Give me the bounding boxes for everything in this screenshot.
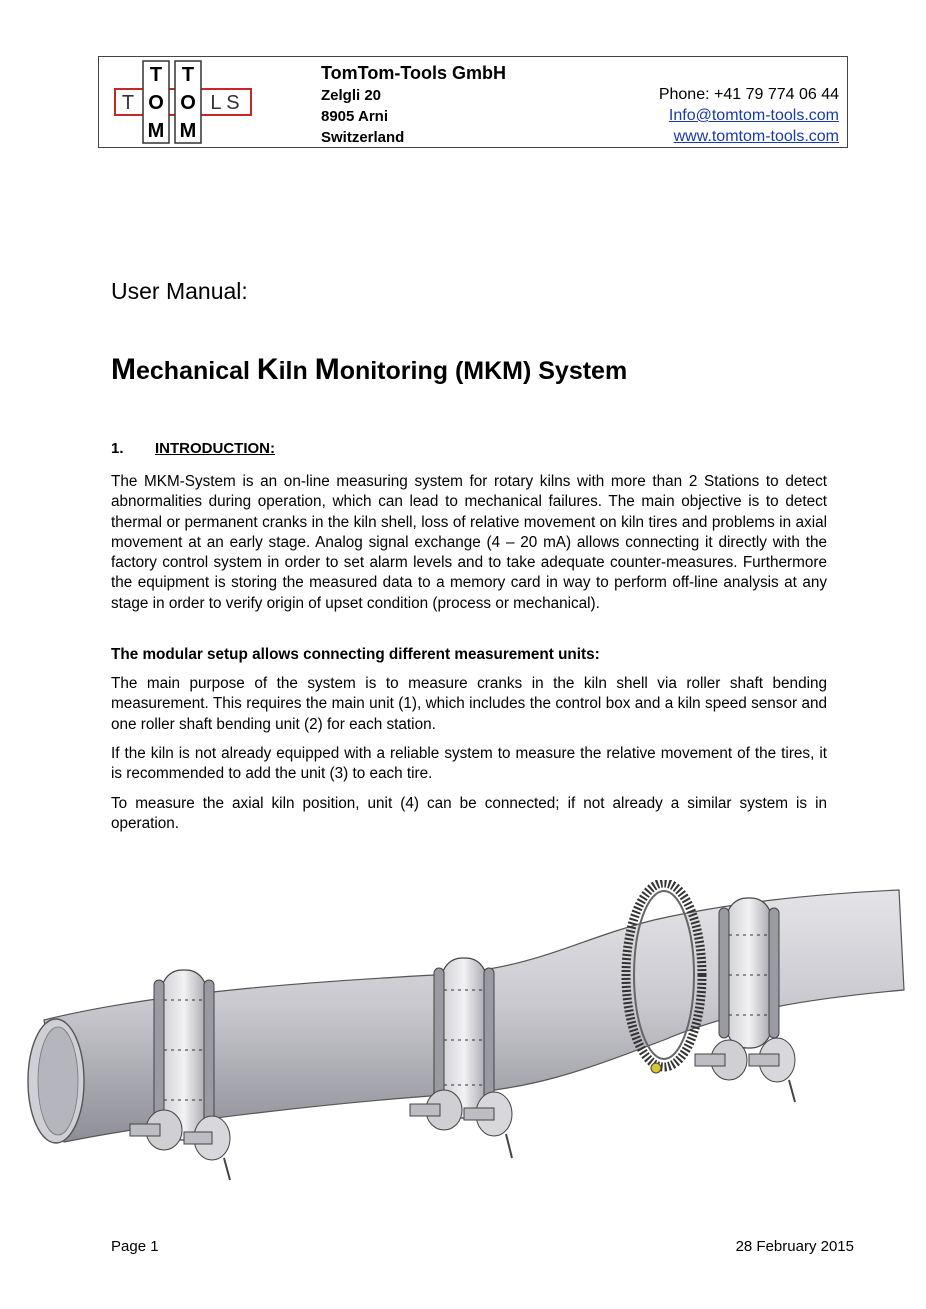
logo-letter: M [179, 120, 197, 142]
title-word: echanical [136, 357, 257, 385]
address-city: 8905 Arni [321, 108, 388, 125]
title-initial: M [314, 353, 340, 386]
modular-heading: The modular setup allows connecting different measurement units: [111, 646, 600, 663]
logo-letter: O [148, 92, 164, 114]
title-word: iln [278, 357, 315, 385]
address-country: Switzerland [321, 129, 405, 146]
letterhead [98, 56, 848, 148]
axial-paragraph: To measure the axial kiln position, unit (4) can be connected; if not already a similar system is in operation. [111, 795, 827, 833]
section-title: INTRODUCTION: [155, 440, 275, 457]
title-initial: M [111, 353, 136, 386]
intro-paragraph: The MKM-System is an on-line measuring system for rotary kilns with more than 2 Stations to detect abnormalities during operation, which can lead to mechanical failures. The main objective is to detect thermal or permanent cranks in the kiln shell, loss of relative movement on kiln tires and problems in axial movement at an early stage. Analog signal exchange (4 – 20 mA) allows connecting it directly with the factory control system in order to set alarm levels and to take adequate counter-measures. Furthermore the equipment is storing the measured data to a memory card in way to perform off-line analysis at any stage in order to verify origin of upset condition (process or mechanical). [111, 473, 827, 612]
logo-letter: T [121, 92, 135, 114]
tomtom-tools-logo [113, 59, 253, 145]
main-purpose-paragraph: The main purpose of the system is to measure cranks in the kiln shell via roller shaft bending measurement. This requires the main unit (1), which includes the control box and a kiln speed sensor and one roller shaft bending unit (2) for each station. [111, 675, 827, 733]
website-link[interactable]: www.tomtom-tools.com [673, 128, 839, 145]
phone-number: Phone: +41 79 774 06 44 [658, 86, 839, 103]
logo-letter: O [180, 92, 196, 114]
logo-letter: T [149, 64, 163, 86]
title-word: onitoring [339, 357, 455, 385]
logo-letter: L S [210, 92, 240, 114]
page-number: Page 1 [111, 1238, 159, 1255]
document-label: User Manual: [111, 278, 248, 304]
logo-letter: M [147, 120, 165, 142]
title-suffix: (MKM) System [454, 357, 628, 385]
kiln-tire [719, 898, 779, 1048]
section-number: 1. [111, 440, 124, 457]
email-link[interactable]: Info@tomtom-tools.com [668, 107, 839, 124]
address-street: Zelgli 20 [321, 87, 382, 104]
kiln-illustration [14, 880, 914, 1200]
logo-letter: T [181, 64, 195, 86]
document-title [111, 353, 627, 387]
tires-paragraph: If the kiln is not already equipped with a reliable system to measure the relative movement of the tires, it is recommended to add the unit (3) to each tire. [111, 745, 827, 783]
section-heading [111, 440, 275, 457]
document-date: 28 February 2015 [735, 1238, 854, 1255]
title-initial: K [256, 353, 279, 386]
company-name: TomTom-Tools GmbH [321, 63, 506, 83]
